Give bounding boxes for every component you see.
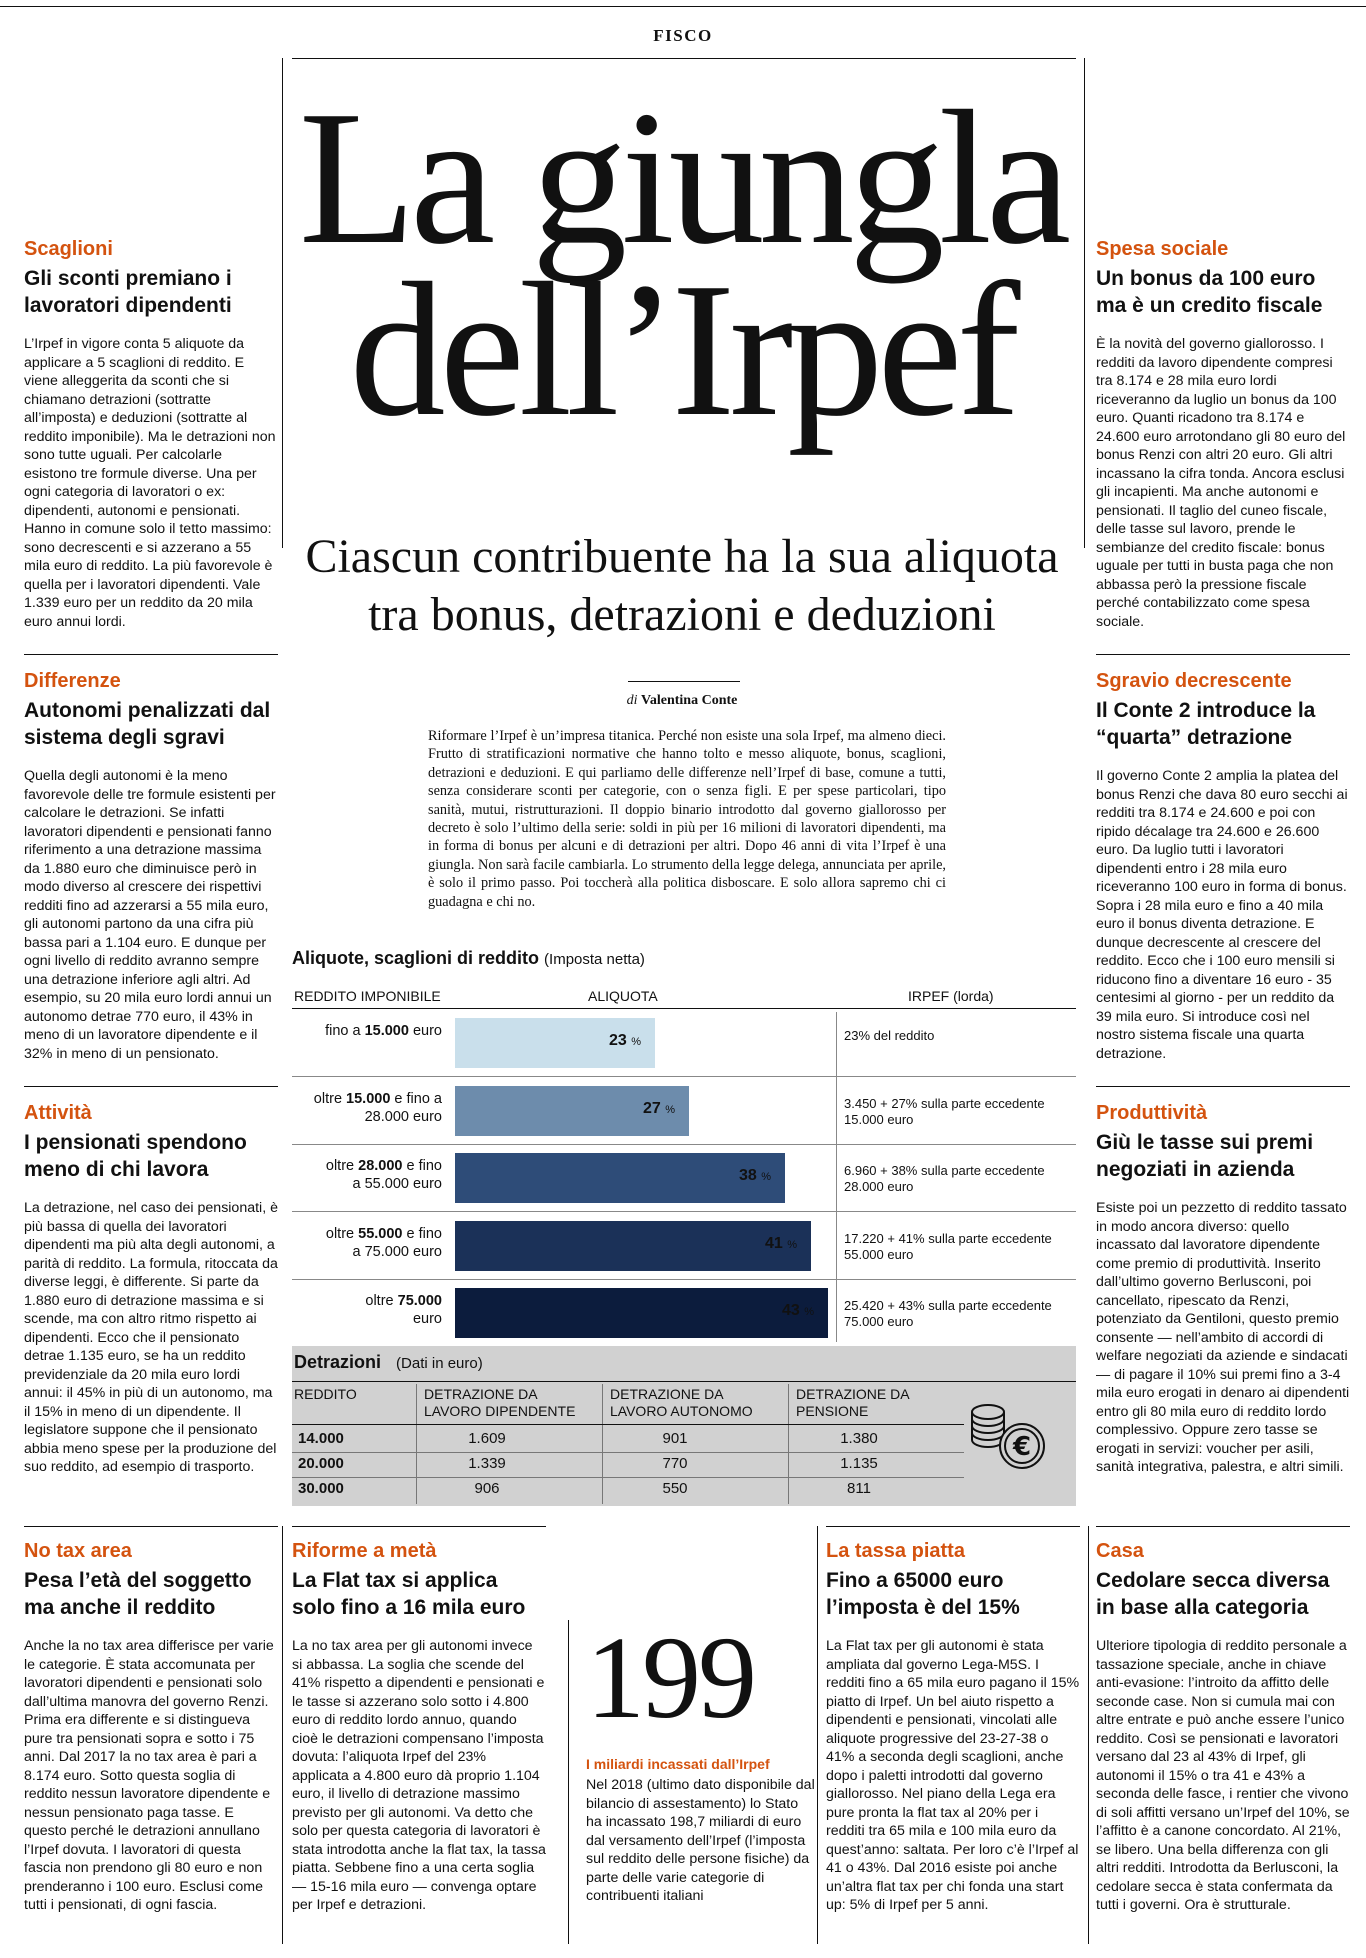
stat-body: Nel 2018 (ultimo dato disponibile dal bilancio di assestamento) lo Stato ha incassato 198,7 miliardi di euro dal versamento dell’Irpef (l’imposta sul reddito delle persone fisiche) da parte delle varie categorie di contribuenti italiani: [586, 1777, 815, 1904]
byline-author: Valentina Conte: [641, 693, 738, 708]
detrazioni-title: Detrazioni: [294, 1352, 382, 1372]
aliquota-bar: [455, 1221, 811, 1271]
box-no-tax-area: [24, 1538, 278, 1915]
detrazioni-value: 1.135: [840, 1455, 878, 1472]
box-sgravio: [1096, 668, 1350, 1063]
box-body: Il governo Conte 2 amplia la platea del bonus Renzi che dava 80 euro secchi ai redditi tra 8.174 e 24.600 e poi con ripido décalage tra 24.600 e 26.600 euro. Da luglio tutti i lavoratori dipendenti entro i 28 mila euro riceveranno 100 euro in forma di bonus. Sopra i 28 mila euro e fino a 40 mila euro il bonus diventa detrazione. E dunque decrescente al crescere del reddito. Ecco che i 100 euro mensili si riducono fino a diventare 16 euro - 35 centesimi al giorno - per un reddito da 39 mila euro. Si introduce così nel nostro sistema fiscale una quarta detrazione.: [1096, 768, 1348, 1062]
box-spesa-sociale: [1096, 236, 1350, 631]
box-differenze: [24, 668, 278, 1063]
detrazioni-header: DETRAZIONE DA PENSIONE: [796, 1386, 910, 1419]
box-body: Quella degli autonomi è la meno favorevole delle tre formule esistenti per calcolare le detrazioni. Se infatti lavoratori dipendenti e pensionati fanno riferimento a una detrazione massima da 1.880 euro che diminuisce però in modo diverso al crescere dei rispettivi redditi fino ad azzerarsi a 55 mila euro, gli autonomi partono da una cifra più bassa pari a 1.104 euro. E dunque per ogni livello di reddito avranno sempre una detrazione inferiore agli altri. Ad esempio, su 20 mila euro lordi annui un autonomo detrae 770 euro, il 43% in meno di un lavoratore dipendente e il 32% in meno di un pensionato.: [24, 768, 276, 1062]
box-title: Autonomi penalizzati dal sistema degli sgravi: [24, 699, 271, 749]
svg-text:€: €: [1012, 1432, 1032, 1462]
headline-line-1: La giungla: [298, 71, 1066, 284]
aliquote-header-reddito: REDDITO IMPONIBILE: [294, 988, 441, 1004]
box-title: Fino a 65000 euro l’imposta è del 15%: [826, 1569, 1020, 1619]
scaglione-label: oltre 55.000 e fino a 75.000 euro: [325, 1225, 442, 1260]
detrazioni-header: DETRAZIONE DA LAVORO DIPENDENTE: [424, 1386, 576, 1419]
aliquota-value: 43 %: [782, 1302, 815, 1319]
irpef-lorda-desc: 17.220 + 41% sulla parte eccedente 55.000 euro: [844, 1230, 1052, 1262]
aliquote-title: Aliquote, scaglioni di reddito: [292, 948, 540, 968]
byline: [282, 693, 1082, 709]
box-riforme-a-meta: [292, 1538, 546, 1915]
aliquote-table-title: [292, 948, 645, 969]
aliquota-value: 38 %: [739, 1167, 772, 1184]
box-title: Un bonus da 100 euro ma è un credito fiscale: [1096, 267, 1323, 317]
detrazioni-value: 906: [474, 1480, 500, 1497]
detrazioni-reddito: 14.000: [298, 1430, 344, 1447]
irpef-lorda-desc: 6.960 + 38% sulla parte eccedente 28.000 euro: [844, 1163, 1045, 1194]
kicker: La tassa piatta: [826, 1540, 965, 1562]
box-title: Il Conte 2 introduce la “quarta” detrazione: [1096, 699, 1316, 749]
kicker: Attività: [24, 1102, 92, 1124]
headline: [282, 71, 1082, 456]
box-tassa-piatta: [826, 1538, 1080, 1915]
kicker: Scaglioni: [24, 238, 113, 260]
kicker: Casa: [1096, 1540, 1144, 1562]
scaglione-label: oltre 75.000 euro: [365, 1293, 442, 1327]
box-title: Cedolare secca diversa in base alla categoria: [1096, 1569, 1330, 1619]
detrazioni-header: DETRAZIONE DA LAVORO AUTONOMO: [610, 1386, 753, 1419]
box-title: Gli sconti premiano i lavoratori dipendenti: [24, 267, 232, 317]
aliquote-subtitle: (Imposta netta): [544, 951, 645, 968]
detrazioni-reddito: 20.000: [298, 1455, 344, 1472]
aliquote-header-aliquota: ALIQUOTA: [588, 988, 658, 1004]
headline-line-2: dell’Irpef: [349, 243, 1015, 456]
box-attivita: [24, 1100, 278, 1477]
box-body: La no tax area per gli autonomi invece si abbassa. La soglia che scende del 41% rispetto a dipendenti e pensionati e le tasse si azzerano solo sotto i 4.800 euro di reddito lordo annuo, quando cioè le detrazioni compensano l’imposta dovuta: l’aliquota Irpef del 23% applicata a 4.800 euro dà proprio 1.104 euro, il livello di detrazione massimo previsto per gli autonomi. Va detto che solo per questa categoria di lavoratori è stata introdotta anche la flat tax, la tassa piatta. Sebbene fino a una certa soglia — 15-16 mila euro — convenga optare per Irpef e detrazioni.: [292, 1638, 546, 1913]
box-title: Pesa l’età del soggetto ma anche il reddito: [24, 1569, 252, 1619]
detrazioni-reddito: 30.000: [298, 1480, 344, 1497]
scaglione-label: oltre 15.000 e fino a 28.000 euro: [313, 1090, 442, 1125]
kicker: Spesa sociale: [1096, 238, 1229, 260]
box-body: Ulteriore tipologia di reddito personale a tassazione speciale, anche in chiave anti-evasione: l’introito da affitto delle seconde case. Non si cumula mai con altre entrate e può anche essere l’unico reddito. Così se pensionati e lavoratori versano dal 23 al 43% di Irpef, gli autonomi il 15% o tra 41 e 43% a seconda delle fasce, i rentier che vivono di soli affitti versano un’Irpef del 10%, se l’affitto è a canone concordato. Al 21%, se libero. Una bella differenza con gli altri redditi. Introdotta da Berlusconi, la cedolare secca è stata confermata da tutti i governi. Ora è strutturale.: [1096, 1638, 1350, 1913]
box-body: È la novità del governo giallorosso. I redditi da lavoro dipendente compresi tra 8.174 e 28 mila euro lordi riceveranno da luglio un bonus da 100 euro. Quanti ricadono tra 8.174 e 24.600 euro arrotondano gli 80 euro del bonus Renzi con altri 20 euro. Gli altri incassano la cifra tonda. Ancora esclusi gli incapienti. Ma anche autonomi e pensionati. Il taglio del cuneo fiscale, delle tasse sul lavoro, prende le sembianze del credito fiscale: bonus uguale per tutti in busta paga che non abbassa però la pressione fiscale perché contabilizzato come spesa sociale.: [1096, 336, 1346, 630]
aliquota-value: 27 %: [643, 1099, 676, 1117]
detrazioni-value: 811: [847, 1480, 871, 1497]
detrazioni-header: REDDITO: [294, 1386, 357, 1402]
box-title: La Flat tax si applica solo fino a 16 mila euro: [292, 1569, 526, 1619]
scaglione-label: fino a 15.000 euro: [325, 1023, 442, 1039]
main-article: Riformare l’Irpef è un’impresa titanica. Perché non esiste una sola Irpef, ma almeno dieci. Frutto di stratificazioni normative che hanno tolto e messo aliquote, bonus, scaglioni, detrazioni e deduzioni. E qui parliamo delle differenze nell’Irpef di base, comune a tutti, senza considerare sconti per categorie, con o senza figli. E per spese particolari, tipo sanità, mutui, ristrutturazioni. Il doppio binario introdotto dal governo giallorosso per decreto è solo l’ultimo della serie: soldi in più per 16 milioni di lavoratori dipendenti, ma in forma di bonus per alcuni e di detrazioni per altri. Dopo 46 anni di vita l’Irpef è una giungla. Non sarà facile cambiarla. Lo strumento della legge delega, annunciata per aprile, è solo il primo passo. Poi toccherà alla politica disboscare. E solo allora sapremo chi ci guadagna e chi no.: [428, 728, 946, 910]
subheadline-line-1: Ciascun contribuente ha la sua aliquota: [305, 530, 1059, 583]
detrazioni-value: 550: [662, 1480, 688, 1497]
box-body: L’Irpef in vigore conta 5 aliquote da applicare a 5 scaglioni di reddito. E viene alleggerita da sconti che si chiamano detrazioni (sottratte all’imposta) e deduzioni (sottratte al reddito imponibile). Ma le detrazioni non sono tutte uguali. Per calcolarle esistono tre formule diverse. Una per ogni categoria di lavoratori o ex: dipendenti, autonomi e pensionati. Hanno in comune solo il tetto massimo: sono decrescenti e si azzerano a 55 mila euro di reddito. La più favorevole è quella per i lavoratori dipendenti. Vale 1.339 euro per un reddito da 20 mila euro annui lordi.: [24, 336, 276, 630]
byline-prefix: di: [626, 693, 638, 708]
detrazioni-value: 770: [662, 1455, 688, 1472]
irpef-lorda-desc: 25.420 + 43% sulla parte eccedente 75.000 euro: [844, 1298, 1052, 1329]
aliquota-value: 23 %: [609, 1032, 642, 1049]
kicker: No tax area: [24, 1540, 132, 1562]
aliquota-bar: [455, 1153, 785, 1203]
box-body: La detrazione, nel caso dei pensionati, è più bassa di quella dei lavoratori dipendenti ma più alta degli autonomi, a parità di reddito. La formula, ritoccata da diverse leggi, è differente. Si parte da 1.880 euro di detrazione massima e si scende, ma con altro ritmo rispetto ai dipendenti. Ecco che il pensionato detrae 1.135 euro, se ha un reddito previdenziale da 20 mila euro lordi annui: il 45% in più di un autonomo, ma il 15% in meno di un dipendente. Il legislatore suppone che il pensionato abbia meno spese per la produzione del suo reddito, ad esempio di trasporto.: [24, 1200, 278, 1475]
detrazioni-value: 901: [662, 1430, 688, 1447]
kicker: Riforme a metà: [292, 1540, 437, 1562]
box-title: I pensionati spendono meno di chi lavora: [24, 1131, 247, 1181]
detrazioni-value: 1.609: [468, 1430, 506, 1447]
irpef-lorda-desc: 3.450 + 27% sulla parte eccedente 15.000 euro: [844, 1095, 1045, 1127]
scaglione-label: oltre 28.000 e fino a 55.000 euro: [325, 1158, 442, 1192]
kicker: Differenze: [24, 670, 121, 692]
kicker: Produttività: [1096, 1102, 1208, 1124]
detrazioni-subtitle: (Dati in euro): [396, 1355, 483, 1372]
detrazioni-value: 1.380: [840, 1430, 878, 1447]
box-body: La Flat tax per gli autonomi è stata ampliata dal governo Lega-M5S. I redditi fino a 65 mila euro pagano il 15% piatto di Irpef. Un bel aiuto rispetto a dipendenti e pensionati, vincolati alle aliquote progressive del 23-27-38 o 41% a seconda degli scaglioni, anche dopo i paletti introdotti dal governo giallorosso. Nel piano della Lega era pure pronta la flat tax al 20% per i redditi tra 65 mila e 100 mila euro da quest’anno: saltata. Per loro c’è l’Irpef al 41 o 43%. Dal 2016 esiste poi anche un’altra flat tax per chi fonda una start up: 5% di Irpef per 5 anni.: [826, 1638, 1080, 1913]
box-produttivita: [1096, 1100, 1350, 1477]
stat-value: 199: [586, 1612, 754, 1743]
detrazioni-table-title: [294, 1352, 483, 1373]
box-body: Anche la no tax area differisce per varie le categorie. È stata accomunata per lavoratori dipendenti e pensionati solo dall’ultima manovra del governo Renzi. Prima era differente e si distingueva pure tra pensionati sopra e sotto i 75 anni. Dal 2017 la no tax area è pari a 8.174 euro. Sotto questa soglia di reddito nessun lavoratore dipendente e nessun pensionato paga tasse. E questo perché le detrazioni annullano l’Irpef dovuta. I lavoratori di questa fascia non prendono gli 80 euro e non prenderanno i 100 euro. Esclusi come tutti i pensionati, di ogni fascia.: [24, 1638, 274, 1913]
box-title: Giù le tasse sui premi negoziati in azienda: [1096, 1131, 1314, 1181]
box-scaglioni: [24, 236, 278, 631]
aliquote-header-irpef: IRPEF (lorda): [908, 988, 994, 1004]
aliquota-bar: [455, 1288, 828, 1338]
section-tag: FISCO: [653, 26, 713, 45]
box-body: Esiste poi un pezzetto di reddito tassato in modo ancora diverso: quello incassato dal lavoratore dipendente come premio di produttività. Inserito dall’ultimo governo Berlusconi, poi cancellato, ripescato da Renzi, potenziato da Gentiloni, questo premio consente — nell’ambito di accordi di welfare negoziati da aziende e sindacati — di pagare il 10% sui premi fino a 3-4 mila euro erogati in denaro ai dipendenti entro gli 80 mila euro di reddito lordo complessivo. Oppure zero tasse se erogati in servizi: voucher per asili, sanità integrativa, palestra, e altri simili.: [1096, 1200, 1350, 1475]
coins-euro-icon: [962, 1398, 1058, 1474]
stat-label: I miliardi incassati dall’Irpef: [586, 1756, 770, 1772]
detrazioni-value: 1.339: [468, 1455, 506, 1472]
kicker: Sgravio decrescente: [1096, 670, 1292, 692]
irpef-lorda-desc: 23% del reddito: [844, 1028, 935, 1043]
box-casa: [1096, 1538, 1350, 1915]
subheadline-line-2: tra bonus, detrazioni e deduzioni: [368, 588, 996, 641]
subheadline: [282, 528, 1082, 644]
aliquota-value: 41 %: [765, 1234, 798, 1252]
